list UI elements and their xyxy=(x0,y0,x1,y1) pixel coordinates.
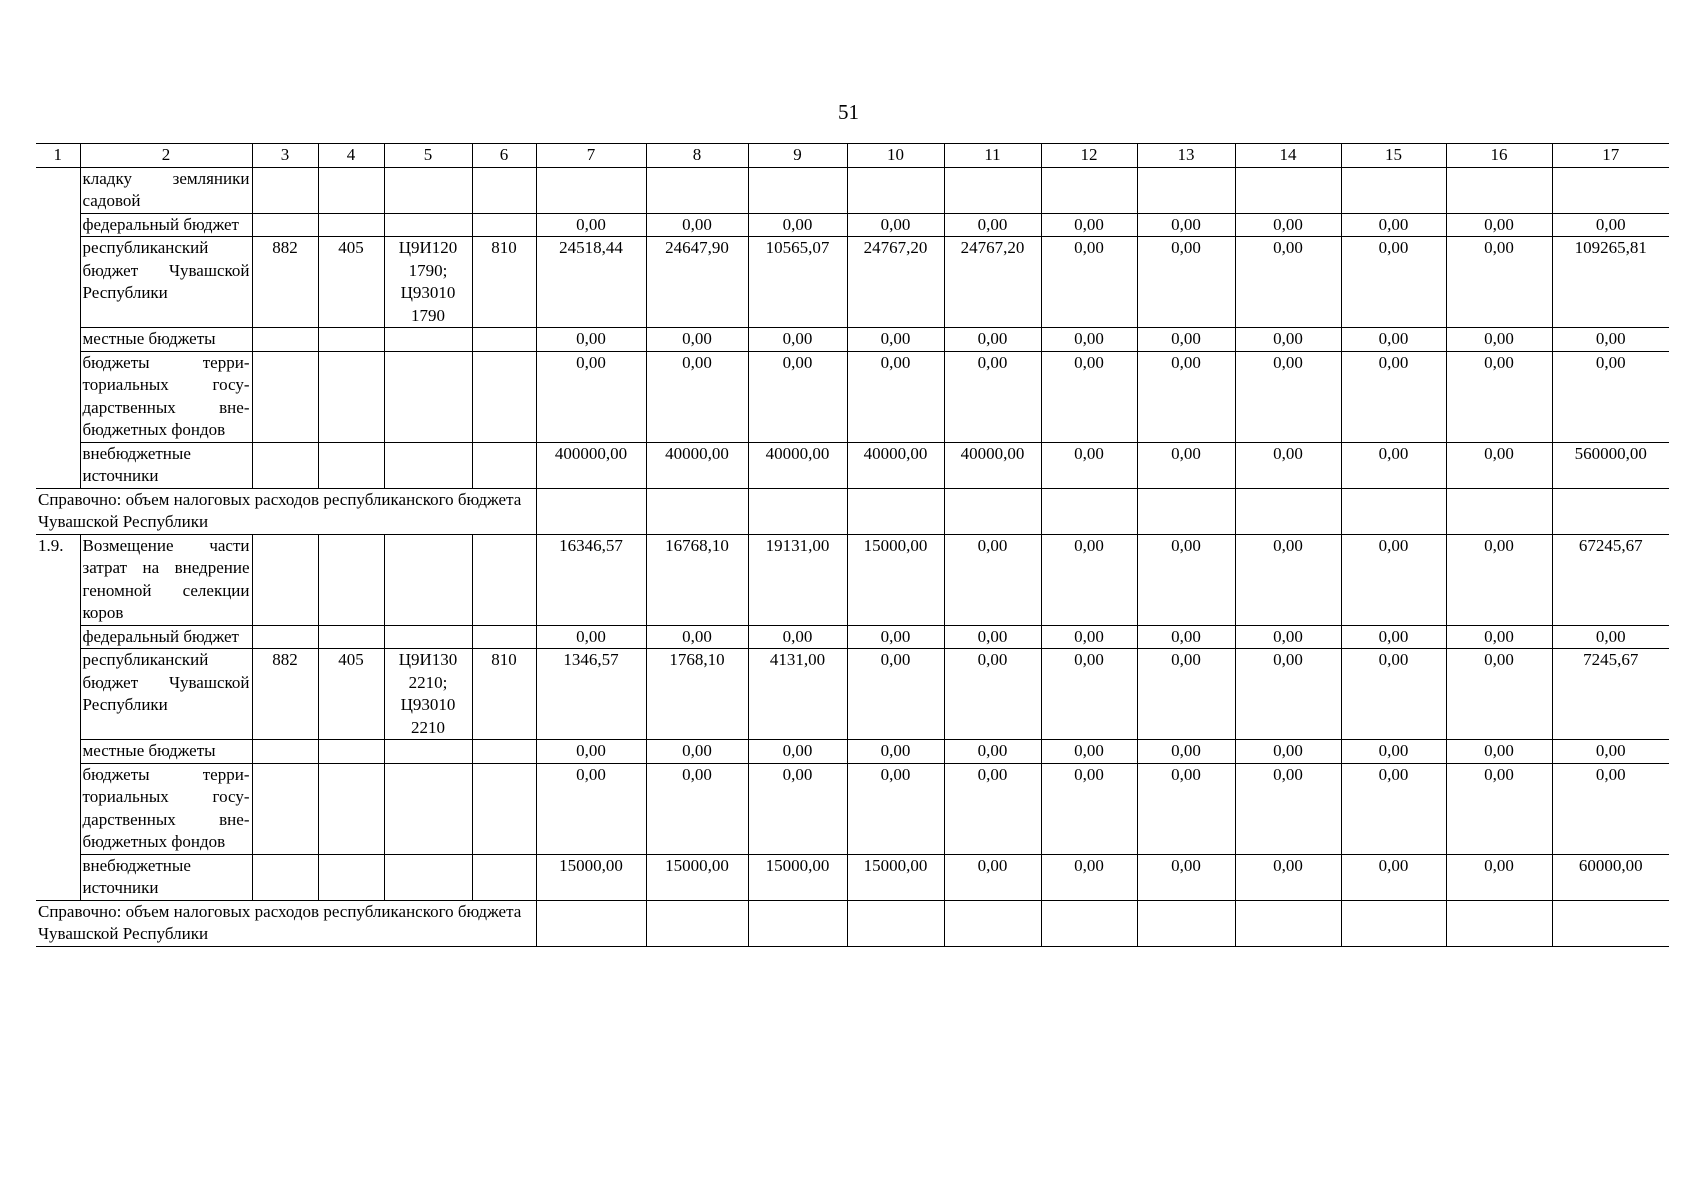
amount-cell: 0,00 xyxy=(1041,213,1137,237)
amount-cell: 0,00 xyxy=(944,649,1041,740)
amount-cell xyxy=(1446,900,1552,946)
amount-cell: 0,00 xyxy=(646,740,748,764)
row-description: внебюджетные источники xyxy=(80,854,252,900)
amount-cell xyxy=(944,488,1041,534)
amount-cell: 0,00 xyxy=(847,213,944,237)
kbk-section-code xyxy=(318,763,384,854)
amount-cell: 0,00 xyxy=(1137,649,1235,740)
kbk-expense-type-code xyxy=(472,167,536,213)
amount-cell: 10565,07 xyxy=(748,237,847,328)
amount-cell: 0,00 xyxy=(1235,649,1341,740)
amount-cell: 0,00 xyxy=(536,740,646,764)
amount-cell xyxy=(1341,167,1446,213)
amount-cell: 4131,00 xyxy=(748,649,847,740)
amount-cell xyxy=(1235,488,1341,534)
budget-row xyxy=(36,213,1669,237)
kbk-code xyxy=(318,534,384,625)
kbk-ministry-code xyxy=(252,625,318,649)
budget-row xyxy=(36,237,1669,328)
kbk-section-code xyxy=(318,213,384,237)
amount-cell xyxy=(1235,900,1341,946)
row-description: федеральный бюджет xyxy=(80,625,252,649)
amount-cell: 0,00 xyxy=(1552,763,1669,854)
amount-cell xyxy=(1041,900,1137,946)
column-header: 12 xyxy=(1041,144,1137,168)
amount-cell: 40000,00 xyxy=(847,442,944,488)
amount-cell: 67245,67 xyxy=(1552,534,1669,625)
amount-cell: 0,00 xyxy=(1137,237,1235,328)
column-header: 2 xyxy=(80,144,252,168)
amount-cell: 0,00 xyxy=(1137,534,1235,625)
amount-cell: 0,00 xyxy=(1137,854,1235,900)
amount-cell xyxy=(1137,167,1235,213)
amount-cell: 0,00 xyxy=(1041,328,1137,352)
amount-cell xyxy=(944,167,1041,213)
amount-cell: 0,00 xyxy=(1041,854,1137,900)
amount-cell: 0,00 xyxy=(847,649,944,740)
amount-cell: 0,00 xyxy=(1235,625,1341,649)
kbk-expense-type-code xyxy=(472,328,536,352)
amount-cell xyxy=(536,167,646,213)
kbk-section-code xyxy=(318,351,384,442)
kbk-section-code xyxy=(318,167,384,213)
amount-cell xyxy=(1041,488,1137,534)
amount-cell: 0,00 xyxy=(944,740,1041,764)
column-header: 4 xyxy=(318,144,384,168)
amount-cell: 0,00 xyxy=(1235,854,1341,900)
amount-cell: 0,00 xyxy=(847,625,944,649)
kbk-section-code xyxy=(318,740,384,764)
amount-cell: 16346,57 xyxy=(536,534,646,625)
column-header: 15 xyxy=(1341,144,1446,168)
amount-cell: 0,00 xyxy=(847,763,944,854)
amount-cell xyxy=(1552,900,1669,946)
amount-cell: 15000,00 xyxy=(646,854,748,900)
amount-cell: 15000,00 xyxy=(847,854,944,900)
kbk-expense-type-code xyxy=(472,763,536,854)
kbk-expense-type-code xyxy=(472,213,536,237)
amount-cell xyxy=(1446,488,1552,534)
amount-cell xyxy=(944,900,1041,946)
amount-cell: 0,00 xyxy=(1341,625,1446,649)
kbk-target-code xyxy=(384,854,472,900)
row-description: федеральный бюджет xyxy=(80,213,252,237)
amount-cell: 0,00 xyxy=(748,213,847,237)
budget-row xyxy=(36,763,1669,854)
amount-cell xyxy=(646,488,748,534)
amount-cell: 7245,67 xyxy=(1552,649,1669,740)
amount-cell: 0,00 xyxy=(1235,328,1341,352)
column-header: 14 xyxy=(1235,144,1341,168)
amount-cell: 400000,00 xyxy=(536,442,646,488)
amount-cell: 15000,00 xyxy=(847,534,944,625)
amount-cell: 0,00 xyxy=(536,351,646,442)
reference-row xyxy=(36,900,1669,946)
kbk-target-code xyxy=(384,213,472,237)
amount-cell: 0,00 xyxy=(1446,649,1552,740)
amount-cell: 0,00 xyxy=(1041,237,1137,328)
amount-cell: 0,00 xyxy=(1446,442,1552,488)
amount-cell: 0,00 xyxy=(748,328,847,352)
amount-cell: 24767,20 xyxy=(847,237,944,328)
row-index: 1.9. xyxy=(36,534,80,900)
amount-cell xyxy=(748,488,847,534)
kbk-section-code xyxy=(318,854,384,900)
amount-cell: 0,00 xyxy=(1235,534,1341,625)
amount-cell: 40000,00 xyxy=(748,442,847,488)
amount-cell: 0,00 xyxy=(748,625,847,649)
column-header: 3 xyxy=(252,144,318,168)
row-description: местные бюджеты xyxy=(80,328,252,352)
amount-cell: 0,00 xyxy=(1341,442,1446,488)
kbk-code xyxy=(472,534,536,625)
kbk-ministry-code xyxy=(252,854,318,900)
row-description: кладку земляники садовой xyxy=(80,167,252,213)
amount-cell: 0,00 xyxy=(748,740,847,764)
amount-cell: 0,00 xyxy=(1041,649,1137,740)
column-header: 7 xyxy=(536,144,646,168)
kbk-target-code xyxy=(384,167,472,213)
amount-cell: 0,00 xyxy=(847,351,944,442)
amount-cell: 0,00 xyxy=(1235,763,1341,854)
column-header: 1 xyxy=(36,144,80,168)
row-description: Возмещение части затрат на внедрение геномной селекции коров xyxy=(80,534,252,625)
amount-cell: 0,00 xyxy=(1341,740,1446,764)
amount-cell: 0,00 xyxy=(1235,237,1341,328)
budget-row xyxy=(36,167,1669,213)
amount-cell: 24647,90 xyxy=(646,237,748,328)
amount-cell: 0,00 xyxy=(1041,625,1137,649)
amount-cell: 0,00 xyxy=(646,763,748,854)
kbk-expense-type-code: 810 xyxy=(472,237,536,328)
amount-cell: 0,00 xyxy=(1341,534,1446,625)
kbk-section-code xyxy=(318,625,384,649)
amount-cell: 0,00 xyxy=(1446,763,1552,854)
row-description: республиканский бюджет Чувашской Республики xyxy=(80,237,252,328)
amount-cell xyxy=(1552,167,1669,213)
amount-cell: 0,00 xyxy=(1041,442,1137,488)
budget-row xyxy=(36,854,1669,900)
kbk-target-code xyxy=(384,351,472,442)
amount-cell xyxy=(1235,167,1341,213)
amount-cell: 0,00 xyxy=(536,763,646,854)
amount-cell: 0,00 xyxy=(1552,213,1669,237)
budget-row xyxy=(36,351,1669,442)
kbk-section-code: 405 xyxy=(318,649,384,740)
column-header: 5 xyxy=(384,144,472,168)
amount-cell: 0,00 xyxy=(1446,328,1552,352)
amount-cell: 0,00 xyxy=(847,740,944,764)
amount-cell: 0,00 xyxy=(847,328,944,352)
amount-cell: 0,00 xyxy=(944,763,1041,854)
amount-cell: 0,00 xyxy=(1341,351,1446,442)
amount-cell: 0,00 xyxy=(1137,351,1235,442)
budget-row xyxy=(36,442,1669,488)
amount-cell: 0,00 xyxy=(1235,442,1341,488)
column-header: 13 xyxy=(1137,144,1235,168)
amount-cell: 0,00 xyxy=(1235,740,1341,764)
amount-cell: 0,00 xyxy=(1041,763,1137,854)
kbk-ministry-code xyxy=(252,213,318,237)
amount-cell: 0,00 xyxy=(536,213,646,237)
table-body xyxy=(36,144,1669,947)
amount-cell: 0,00 xyxy=(1041,351,1137,442)
kbk-ministry-code xyxy=(252,763,318,854)
kbk-target-code xyxy=(384,328,472,352)
column-header: 17 xyxy=(1552,144,1669,168)
column-header: 10 xyxy=(847,144,944,168)
amount-cell xyxy=(1137,900,1235,946)
kbk-expense-type-code xyxy=(472,740,536,764)
amount-cell: 0,00 xyxy=(1446,854,1552,900)
measure-row xyxy=(36,534,1669,625)
reference-row xyxy=(36,488,1669,534)
amount-cell xyxy=(1041,167,1137,213)
amount-cell: 40000,00 xyxy=(646,442,748,488)
amount-cell: 0,00 xyxy=(944,351,1041,442)
reference-note: Справочно: объем налоговых расходов республиканского бюджета Чувашской Республики xyxy=(36,900,536,946)
amount-cell: 0,00 xyxy=(1446,351,1552,442)
amount-cell: 0,00 xyxy=(944,213,1041,237)
row-description: бюджеты территориальных государственных внебюджетных фондов xyxy=(80,763,252,854)
page-number: 51 xyxy=(838,100,859,124)
row-description: местные бюджеты xyxy=(80,740,252,764)
amount-cell: 0,00 xyxy=(1341,328,1446,352)
amount-cell xyxy=(847,900,944,946)
amount-cell xyxy=(1341,488,1446,534)
amount-cell: 0,00 xyxy=(1552,625,1669,649)
reference-note: Справочно: объем налоговых расходов республиканского бюджета Чувашской Республики xyxy=(36,488,536,534)
amount-cell: 0,00 xyxy=(1137,328,1235,352)
row-index xyxy=(36,167,80,488)
column-header: 16 xyxy=(1446,144,1552,168)
amount-cell xyxy=(748,167,847,213)
kbk-code xyxy=(384,534,472,625)
kbk-expense-type-code xyxy=(472,351,536,442)
amount-cell: 0,00 xyxy=(944,328,1041,352)
amount-cell xyxy=(1137,488,1235,534)
kbk-ministry-code xyxy=(252,328,318,352)
amount-cell: 60000,00 xyxy=(1552,854,1669,900)
amount-cell xyxy=(1552,488,1669,534)
amount-cell: 0,00 xyxy=(1235,351,1341,442)
amount-cell: 0,00 xyxy=(1137,213,1235,237)
amount-cell: 19131,00 xyxy=(748,534,847,625)
row-description: бюджеты территориальных государственных внебюджетных фондов xyxy=(80,351,252,442)
amount-cell: 0,00 xyxy=(646,328,748,352)
amount-cell: 0,00 xyxy=(1137,625,1235,649)
amount-cell: 0,00 xyxy=(1552,328,1669,352)
kbk-target-code xyxy=(384,740,472,764)
amount-cell: 0,00 xyxy=(646,625,748,649)
row-description: внебюджетные источники xyxy=(80,442,252,488)
amount-cell: 15000,00 xyxy=(536,854,646,900)
kbk-target-code xyxy=(384,625,472,649)
amount-cell: 0,00 xyxy=(1552,740,1669,764)
kbk-ministry-code xyxy=(252,167,318,213)
amount-cell: 24767,20 xyxy=(944,237,1041,328)
budget-row xyxy=(36,625,1669,649)
amount-cell: 1346,57 xyxy=(536,649,646,740)
amount-cell: 0,00 xyxy=(748,351,847,442)
amount-cell: 0,00 xyxy=(1137,740,1235,764)
kbk-section-code xyxy=(318,442,384,488)
kbk-ministry-code xyxy=(252,740,318,764)
kbk-ministry-code xyxy=(252,351,318,442)
kbk-expense-type-code xyxy=(472,854,536,900)
column-header: 11 xyxy=(944,144,1041,168)
amount-cell xyxy=(536,900,646,946)
amount-cell: 15000,00 xyxy=(748,854,847,900)
kbk-code xyxy=(252,534,318,625)
amount-cell: 0,00 xyxy=(1552,351,1669,442)
amount-cell: 0,00 xyxy=(536,328,646,352)
budget-row xyxy=(36,649,1669,740)
amount-cell: 0,00 xyxy=(1235,213,1341,237)
budget-table xyxy=(36,143,1669,947)
amount-cell xyxy=(646,900,748,946)
amount-cell: 560000,00 xyxy=(1552,442,1669,488)
row-description: республиканский бюджет Чувашской Республики xyxy=(80,649,252,740)
amount-cell: 0,00 xyxy=(1446,213,1552,237)
amount-cell: 0,00 xyxy=(1341,649,1446,740)
column-header: 6 xyxy=(472,144,536,168)
budget-row xyxy=(36,740,1669,764)
amount-cell: 0,00 xyxy=(1341,213,1446,237)
amount-cell: 0,00 xyxy=(1446,740,1552,764)
amount-cell: 16768,10 xyxy=(646,534,748,625)
amount-cell: 0,00 xyxy=(944,854,1041,900)
amount-cell xyxy=(847,167,944,213)
kbk-target-code: Ц9И130 2210; Ц93010 2210 xyxy=(384,649,472,740)
kbk-target-code xyxy=(384,763,472,854)
column-header: 8 xyxy=(646,144,748,168)
amount-cell: 0,00 xyxy=(646,351,748,442)
amount-cell: 0,00 xyxy=(748,763,847,854)
amount-cell xyxy=(1341,900,1446,946)
budget-row xyxy=(36,328,1669,352)
kbk-ministry-code: 882 xyxy=(252,649,318,740)
amount-cell xyxy=(646,167,748,213)
amount-cell: 0,00 xyxy=(1137,763,1235,854)
amount-cell: 0,00 xyxy=(944,534,1041,625)
kbk-ministry-code: 882 xyxy=(252,237,318,328)
amount-cell: 0,00 xyxy=(1341,763,1446,854)
amount-cell: 0,00 xyxy=(1446,237,1552,328)
amount-cell: 0,00 xyxy=(1041,740,1137,764)
amount-cell xyxy=(847,488,944,534)
amount-cell: 109265,81 xyxy=(1552,237,1669,328)
amount-cell xyxy=(748,900,847,946)
kbk-section-code xyxy=(318,328,384,352)
amount-cell: 0,00 xyxy=(1041,534,1137,625)
column-header: 9 xyxy=(748,144,847,168)
column-header-row xyxy=(36,144,1669,168)
amount-cell xyxy=(1446,167,1552,213)
kbk-expense-type-code: 810 xyxy=(472,649,536,740)
amount-cell: 0,00 xyxy=(1341,237,1446,328)
amount-cell: 0,00 xyxy=(1137,442,1235,488)
kbk-section-code: 405 xyxy=(318,237,384,328)
amount-cell: 40000,00 xyxy=(944,442,1041,488)
amount-cell: 1768,10 xyxy=(646,649,748,740)
kbk-expense-type-code xyxy=(472,625,536,649)
amount-cell: 0,00 xyxy=(1446,625,1552,649)
kbk-ministry-code xyxy=(252,442,318,488)
amount-cell xyxy=(536,488,646,534)
amount-cell: 24518,44 xyxy=(536,237,646,328)
amount-cell: 0,00 xyxy=(944,625,1041,649)
kbk-target-code: Ц9И120 1790; Ц93010 1790 xyxy=(384,237,472,328)
kbk-target-code xyxy=(384,442,472,488)
kbk-expense-type-code xyxy=(472,442,536,488)
amount-cell: 0,00 xyxy=(1341,854,1446,900)
amount-cell: 0,00 xyxy=(646,213,748,237)
amount-cell: 0,00 xyxy=(536,625,646,649)
amount-cell: 0,00 xyxy=(1446,534,1552,625)
